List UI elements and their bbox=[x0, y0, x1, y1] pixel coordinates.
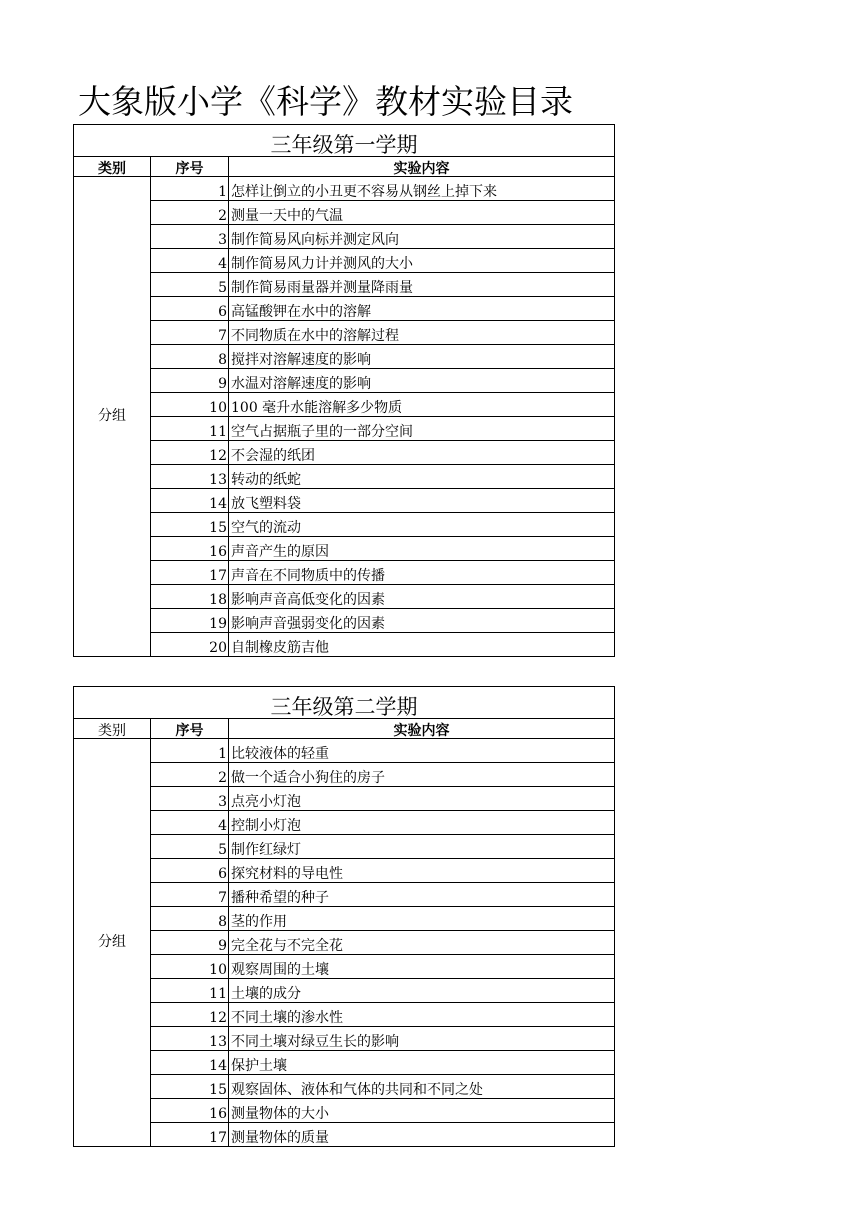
experiment-content: 声音在不同物质中的传播 bbox=[229, 561, 615, 585]
experiment-content: 探究材料的导电性 bbox=[229, 859, 615, 883]
table-row bbox=[74, 441, 615, 465]
row-number: 9 bbox=[151, 369, 229, 393]
table-row bbox=[74, 859, 615, 883]
experiment-content: 空气的流动 bbox=[229, 513, 615, 537]
row-number: 5 bbox=[151, 273, 229, 297]
experiment-content: 空气占据瓶子里的一部分空间 bbox=[229, 417, 615, 441]
row-number: 20 bbox=[151, 633, 229, 657]
table-row bbox=[74, 1051, 615, 1075]
category-cell: 分组 bbox=[74, 739, 151, 1147]
row-number: 10 bbox=[151, 393, 229, 417]
header-category: 类别 bbox=[74, 157, 151, 177]
table-row bbox=[74, 763, 615, 787]
experiment-content: 不同土壤的渗水性 bbox=[229, 1003, 615, 1027]
row-number: 9 bbox=[151, 931, 229, 955]
table-row bbox=[74, 1075, 615, 1099]
row-number: 15 bbox=[151, 1075, 229, 1099]
table-row bbox=[74, 1003, 615, 1027]
row-number: 14 bbox=[151, 489, 229, 513]
table-row bbox=[74, 249, 615, 273]
experiment-content: 观察周围的土壤 bbox=[229, 955, 615, 979]
row-number: 17 bbox=[151, 561, 229, 585]
table-row bbox=[74, 201, 615, 225]
row-number: 17 bbox=[151, 1123, 229, 1147]
experiment-content: 制作简易风向标并测定风向 bbox=[229, 225, 615, 249]
table-row bbox=[74, 1099, 615, 1123]
experiment-content: 保护土壤 bbox=[229, 1051, 615, 1075]
row-number: 6 bbox=[151, 859, 229, 883]
table-row bbox=[74, 297, 615, 321]
row-number: 13 bbox=[151, 1027, 229, 1051]
table-row bbox=[74, 225, 615, 249]
experiment-content: 不同物质在水中的溶解过程 bbox=[229, 321, 615, 345]
table-row bbox=[74, 979, 615, 1003]
experiment-table-semester-1 bbox=[73, 124, 615, 657]
row-number: 8 bbox=[151, 907, 229, 931]
table-row bbox=[74, 739, 615, 763]
category-cell: 分组 bbox=[74, 177, 151, 657]
row-number: 6 bbox=[151, 297, 229, 321]
experiment-content: 放飞塑料袋 bbox=[229, 489, 615, 513]
table-row bbox=[74, 931, 615, 955]
row-number: 3 bbox=[151, 787, 229, 811]
table-row bbox=[74, 835, 615, 859]
header-category: 类别 bbox=[74, 719, 151, 739]
table-row bbox=[74, 417, 615, 441]
row-number: 11 bbox=[151, 417, 229, 441]
table-row bbox=[74, 787, 615, 811]
row-number: 4 bbox=[151, 811, 229, 835]
table-row bbox=[74, 633, 615, 657]
experiment-content: 100 毫升水能溶解多少物质 bbox=[229, 393, 615, 417]
row-number: 12 bbox=[151, 441, 229, 465]
experiment-content: 土壤的成分 bbox=[229, 979, 615, 1003]
document-title: 大象版小学《科学》教材实验目录 bbox=[78, 82, 573, 121]
experiment-content: 转动的纸蛇 bbox=[229, 465, 615, 489]
experiment-content: 比较液体的轻重 bbox=[229, 739, 615, 763]
table-row bbox=[74, 393, 615, 417]
experiment-content: 制作简易风力计并测风的大小 bbox=[229, 249, 615, 273]
row-number: 5 bbox=[151, 835, 229, 859]
experiment-content: 不会湿的纸团 bbox=[229, 441, 615, 465]
experiment-content: 播种希望的种子 bbox=[229, 883, 615, 907]
row-number: 1 bbox=[151, 177, 229, 201]
row-number: 3 bbox=[151, 225, 229, 249]
table-row bbox=[74, 811, 615, 835]
experiment-content: 测量物体的质量 bbox=[229, 1123, 615, 1147]
table-row bbox=[74, 585, 615, 609]
experiment-content: 制作简易雨量器并测量降雨量 bbox=[229, 273, 615, 297]
row-number: 10 bbox=[151, 955, 229, 979]
row-number: 7 bbox=[151, 321, 229, 345]
semester-title: 三年级第一学期 bbox=[74, 125, 615, 157]
experiment-content: 制作红绿灯 bbox=[229, 835, 615, 859]
experiment-content: 不同土壤对绿豆生长的影响 bbox=[229, 1027, 615, 1051]
row-number: 19 bbox=[151, 609, 229, 633]
experiment-content: 影响声音高低变化的因素 bbox=[229, 585, 615, 609]
row-number: 7 bbox=[151, 883, 229, 907]
table-row bbox=[74, 883, 615, 907]
experiment-content: 做一个适合小狗住的房子 bbox=[229, 763, 615, 787]
experiment-content: 影响声音强弱变化的因素 bbox=[229, 609, 615, 633]
table-row bbox=[74, 955, 615, 979]
experiment-content: 完全花与不完全花 bbox=[229, 931, 615, 955]
table-row bbox=[74, 369, 615, 393]
semester-title: 三年级第二学期 bbox=[74, 687, 615, 719]
experiment-content: 高锰酸钾在水中的溶解 bbox=[229, 297, 615, 321]
table-row bbox=[74, 609, 615, 633]
row-number: 4 bbox=[151, 249, 229, 273]
experiment-content: 搅拌对溶解速度的影响 bbox=[229, 345, 615, 369]
row-number: 15 bbox=[151, 513, 229, 537]
table-row bbox=[74, 177, 615, 201]
experiment-content: 控制小灯泡 bbox=[229, 811, 615, 835]
table-row bbox=[74, 907, 615, 931]
row-number: 2 bbox=[151, 201, 229, 225]
table-row bbox=[74, 321, 615, 345]
row-number: 1 bbox=[151, 739, 229, 763]
table-row bbox=[74, 513, 615, 537]
table-row bbox=[74, 273, 615, 297]
experiment-content: 测量物体的大小 bbox=[229, 1099, 615, 1123]
row-number: 2 bbox=[151, 763, 229, 787]
table-row bbox=[74, 1027, 615, 1051]
experiment-content: 声音产生的原因 bbox=[229, 537, 615, 561]
experiment-content: 怎样让倒立的小丑更不容易从钢丝上掉下来 bbox=[229, 177, 615, 201]
row-number: 14 bbox=[151, 1051, 229, 1075]
experiment-content: 自制橡皮筋吉他 bbox=[229, 633, 615, 657]
table-row bbox=[74, 561, 615, 585]
table-row bbox=[74, 465, 615, 489]
table-row bbox=[74, 345, 615, 369]
row-number: 13 bbox=[151, 465, 229, 489]
row-number: 11 bbox=[151, 979, 229, 1003]
header-number: 序号 bbox=[151, 157, 229, 177]
row-number: 8 bbox=[151, 345, 229, 369]
experiment-content: 茎的作用 bbox=[229, 907, 615, 931]
header-number: 序号 bbox=[151, 719, 229, 739]
header-content: 实验内容 bbox=[229, 719, 615, 739]
row-number: 18 bbox=[151, 585, 229, 609]
experiment-content: 观察固体、液体和气体的共同和不同之处 bbox=[229, 1075, 615, 1099]
table-row bbox=[74, 489, 615, 513]
experiment-table-semester-2 bbox=[73, 686, 615, 1147]
row-number: 16 bbox=[151, 1099, 229, 1123]
table-row bbox=[74, 537, 615, 561]
table-row bbox=[74, 1123, 615, 1147]
experiment-content: 点亮小灯泡 bbox=[229, 787, 615, 811]
row-number: 16 bbox=[151, 537, 229, 561]
experiment-content: 测量一天中的气温 bbox=[229, 201, 615, 225]
row-number: 12 bbox=[151, 1003, 229, 1027]
header-content: 实验内容 bbox=[229, 157, 615, 177]
experiment-content: 水温对溶解速度的影响 bbox=[229, 369, 615, 393]
